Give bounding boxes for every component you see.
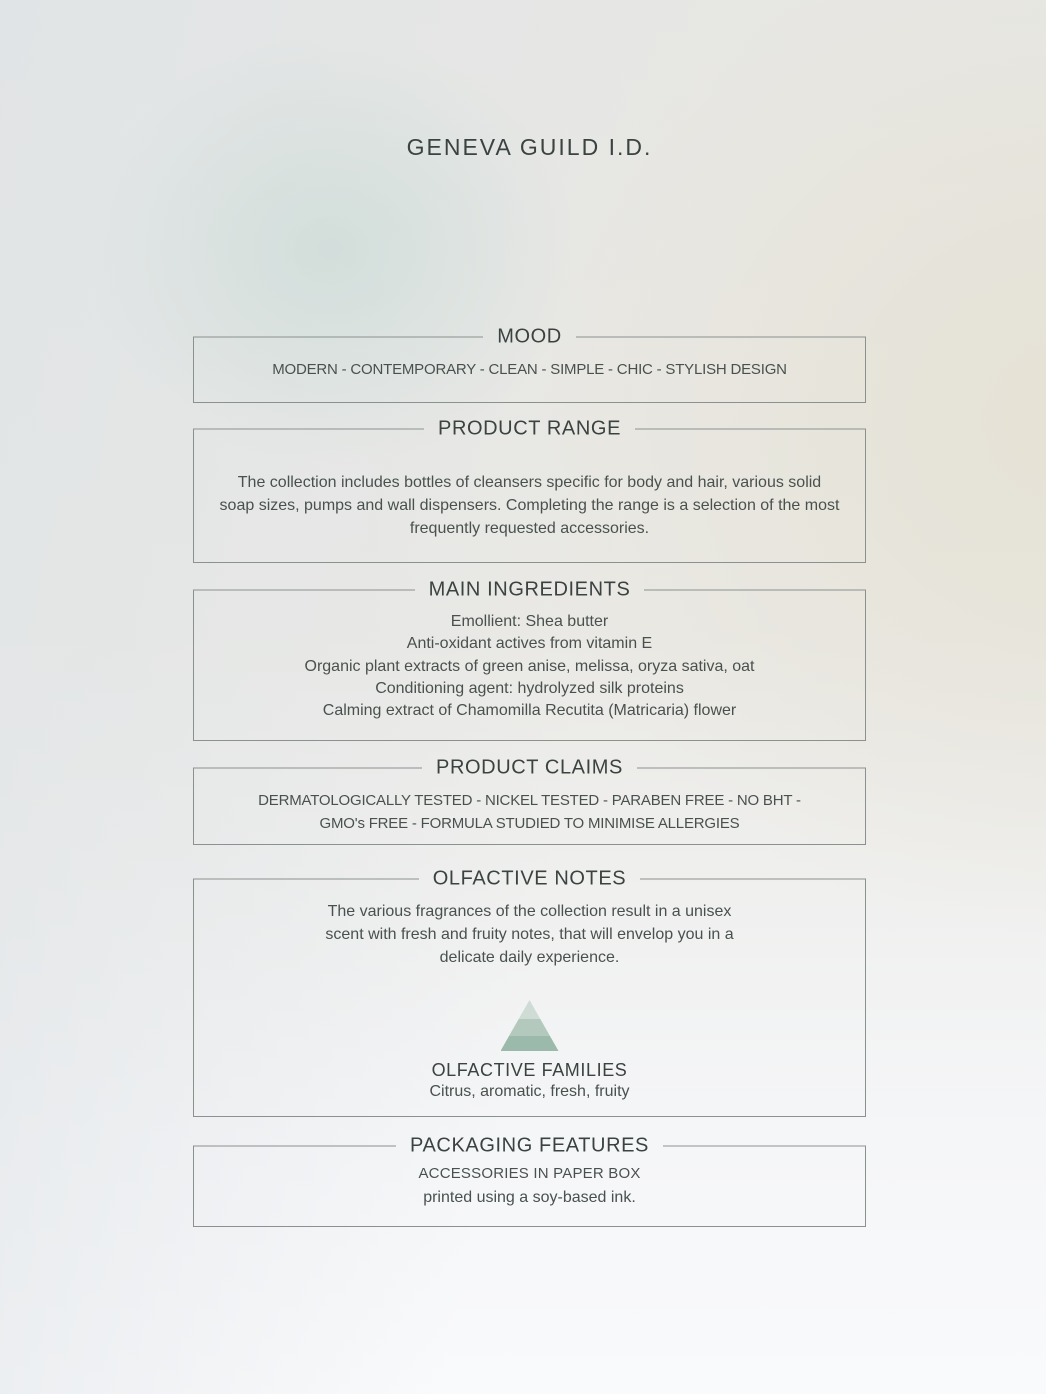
packaging-line: ACCESSORIES IN PAPER BOX — [418, 1165, 641, 1182]
section-packaging-features-header — [193, 1135, 866, 1158]
title-rule-left — [193, 429, 424, 430]
content-column — [193, 0, 866, 1227]
title-rule-right — [663, 1146, 866, 1147]
olfactive-pyramid-icon — [501, 1000, 559, 1051]
title-rule-left — [193, 768, 422, 769]
section-product-claims-header — [193, 757, 866, 780]
section-packaging-features-title: PACKAGING FEATURES — [410, 1134, 649, 1157]
pyramid-top-band — [501, 1000, 559, 1019]
pyramid-bottom-band — [501, 1036, 559, 1051]
product-range-text: The collection includes bottles of cleansers specific for body and hair, various solid soap sizes, pumps and wall dispensers. Completing the range is a selection of the most frequently requested accessories. — [219, 474, 840, 537]
section-olfactive-notes-body — [194, 900, 865, 1103]
section-product-claims — [193, 756, 866, 845]
section-mood-header — [193, 326, 866, 349]
section-main-ingredients — [193, 578, 866, 741]
page-title: GENEVA GUILD I.D. — [406, 134, 653, 160]
section-main-ingredients-body — [194, 611, 865, 722]
mood-keywords: MODERN - CONTEMPORARY - CLEAN - SIMPLE - CHIC - STYLISH DESIGN — [272, 361, 787, 378]
title-rule-right — [637, 768, 866, 769]
olfactive-families-title: OLFACTIVE FAMILIES — [431, 1060, 628, 1080]
section-product-range-header — [193, 418, 866, 441]
ingredient-item: Emollient: Shea butter — [450, 613, 609, 630]
ingredient-item: Calming extract of Chamomilla Recutita (Matricaria) flower — [322, 702, 737, 720]
title-rule-left — [193, 337, 483, 338]
title-rule-left — [193, 1146, 396, 1147]
title-rule-right — [644, 590, 866, 591]
section-packaging-features — [193, 1134, 866, 1227]
title-rule-left — [193, 590, 415, 591]
section-product-range-title: PRODUCT RANGE — [438, 417, 622, 440]
title-rule-left — [193, 879, 419, 880]
ingredient-item: Organic plant extracts of green anise, melissa, oryza sativa, oat — [304, 657, 755, 675]
section-product-claims-body — [194, 789, 865, 835]
section-main-ingredients-title: MAIN INGREDIENTS — [428, 578, 631, 601]
section-olfactive-notes-title: OLFACTIVE NOTES — [432, 867, 627, 890]
section-main-ingredients-header — [193, 579, 866, 602]
section-product-range — [193, 417, 866, 563]
section-packaging-features-body — [194, 1162, 865, 1210]
packaging-line: printed using a soy-based ink. — [423, 1189, 636, 1206]
section-mood — [193, 325, 866, 403]
olfactive-notes-text: The various fragrances of the collection result in a unisex scent with fresh and fruity notes, that will envelop you in a delicate daily experience. — [325, 903, 734, 966]
ingredient-item: Conditioning agent: hydrolyzed silk proteins — [375, 679, 684, 697]
section-mood-title: MOOD — [497, 325, 562, 348]
section-product-claims-title: PRODUCT CLAIMS — [436, 756, 623, 779]
ingredient-item: Anti-oxidant actives from vitamin E — [406, 635, 653, 653]
section-product-range-body — [194, 471, 865, 540]
section-olfactive-notes-header — [193, 868, 866, 891]
title-rule-right — [640, 879, 866, 880]
claims-line: DERMATOLOGICALLY TESTED - NICKEL TESTED - PARABEN FREE - NO BHT - — [258, 792, 801, 809]
olfactive-families-list: Citrus, aromatic, fresh, fruity — [429, 1083, 630, 1100]
section-olfactive-notes — [193, 867, 866, 1117]
section-mood-body — [272, 361, 787, 378]
pyramid-middle-band — [501, 1019, 559, 1036]
title-rule-right — [576, 337, 866, 338]
claims-line: GMO's FREE - FORMULA STUDIED TO MINIMISE ALLERGIES — [319, 815, 740, 832]
title-rule-right — [635, 429, 866, 430]
